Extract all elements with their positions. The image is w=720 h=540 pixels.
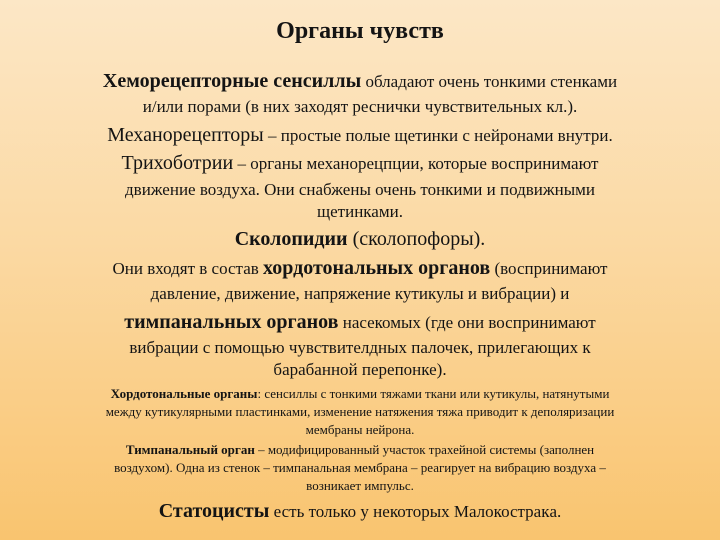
- slide-title: Органы чувств: [276, 18, 444, 44]
- tympanal-line-3: барабанной перепонке).: [273, 360, 447, 379]
- note-chordo-line-3: мембраны нейрона.: [305, 422, 415, 437]
- note-chordo-term: Хордотональные органы: [110, 386, 258, 401]
- chordo-pre: Они входят в состав: [112, 259, 264, 278]
- tympanal-line-2: вибрации с помощью чувствителдных палочек, прилегающих к: [129, 338, 591, 357]
- tricho-line-1: [0, 152, 720, 175]
- tricho-line-3: щетинками.: [317, 202, 403, 221]
- note-tympanal-term: Тимпанальный орган: [125, 442, 255, 457]
- tricho-text-1: – органы механорецпции, которые воспринимают: [233, 154, 599, 173]
- mechano-text: – простые полые щетинки с нейронами внутри.: [263, 126, 613, 145]
- chemo-text-1: обладают очень тонкими стенками: [361, 72, 618, 91]
- tricho-line-2: движение воздуха. Они снабжены очень тонкими и подвижными: [125, 180, 595, 199]
- tympanal-post: насекомых (где они воспринимают: [338, 313, 596, 332]
- chordo-post: (воспринимают: [490, 259, 608, 278]
- mechano-line: [0, 124, 720, 147]
- chemo-term: Хеморецепторные сенсиллы: [102, 70, 362, 92]
- scolo-text: (сколопофоры).: [347, 228, 486, 250]
- tricho-term: Трихоботрии: [121, 152, 234, 174]
- mechano-term: Механорецепторы: [107, 124, 264, 146]
- chordo-line-2: давление, движение, напряжение кутикулы и вибрации) и: [150, 284, 570, 303]
- scolo-line: [0, 228, 720, 251]
- tympanal-term: тимпанальных органов: [124, 311, 339, 333]
- note-chordo-line-1: [0, 386, 720, 402]
- note-chordo-line-2: между кутикулярными пластинками, изменение натяжения тяжа приводит к деполяризации: [105, 404, 615, 419]
- note-tympanal-line-2: воздухом). Одна из стенок – тимпанальная мембрана – реагирует на вибрацию воздуха –: [114, 460, 606, 475]
- stato-term: Статоцисты: [158, 500, 270, 522]
- stato-text: есть только у некоторых Малокостракa.: [269, 502, 562, 521]
- note-tympanal-text-1: – модифицированный участок трахейной системы (заполнен: [254, 442, 595, 457]
- scolo-term: Сколопидии: [234, 228, 348, 250]
- chemo-line-1: [0, 70, 720, 93]
- note-tympanal-line-3: возникает импульс.: [306, 478, 414, 493]
- chordo-term: хордотональных органов: [263, 257, 491, 279]
- note-chordo-text-1: : сенсиллы с тонкими тяжами ткани или кутикулы, натянутыми: [257, 386, 610, 401]
- tympanal-line-1: [0, 311, 720, 334]
- chemo-line-2: и/или порами (в них заходят реснички чувствительных кл.).: [142, 97, 578, 116]
- stato-line: [0, 500, 720, 523]
- note-tympanal-line-1: [0, 442, 720, 458]
- chordo-line-1: [0, 257, 720, 280]
